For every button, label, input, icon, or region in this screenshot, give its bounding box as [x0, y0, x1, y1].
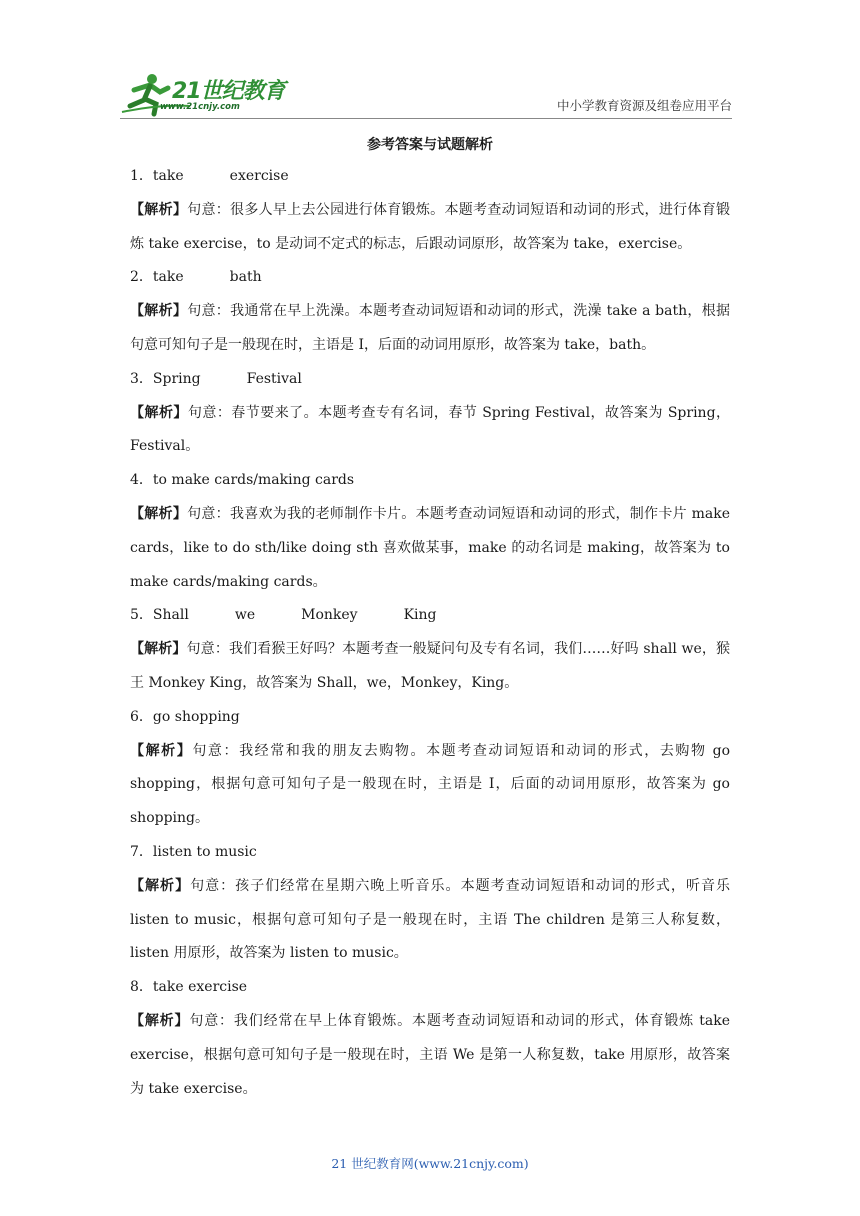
explanation-text: 句意：很多人早上去公园进行体育锻炼。本题考查动词短语和动词的形式，进行体育锻炼 take exercise，to 是动词不定式的标志，后跟动词原形，故答案为 take，exercise。 [130, 201, 730, 252]
answer-line [130, 971, 730, 1005]
answer-word: Spring [152, 370, 201, 387]
explanation [130, 295, 730, 363]
question-number: 2． [130, 269, 153, 286]
question-number: 4． [130, 472, 153, 489]
answer-line [130, 160, 730, 194]
page-header [120, 64, 732, 116]
answer-line [130, 464, 730, 498]
answer-word: we [234, 607, 256, 624]
explanation [130, 870, 730, 971]
answer-word: listen to music [152, 843, 257, 860]
logo-url: www.21cnjy.com [160, 102, 240, 112]
answer-line [130, 836, 730, 870]
platform-name: 中小学教育资源及组卷应用平台 [556, 98, 732, 113]
explanation-text: 句意：孩子们经常在星期六晚上听音乐。本题考查动词短语和动词的形式，听音乐 listen to music，根据句意可知句子是一般现在时，主语 The children 是第三人称复数，listen 用原形，故答案为 listen to music。 [130, 877, 731, 962]
question-number: 8． [130, 979, 153, 996]
explanation-text: 句意：春节要来了。本题考查专有名词，春节 Spring Festival，故答案为 Spring，Festival。 [130, 404, 731, 455]
answer-line [130, 261, 730, 295]
answer-word: King [403, 607, 437, 624]
answer-word: exercise [229, 168, 289, 184]
analysis-tag: 【解析】 [130, 505, 188, 522]
answer-word: take [152, 168, 184, 184]
answer-word: take exercise [152, 979, 248, 996]
answer-word: Shall [152, 607, 189, 624]
answer-word: go shopping [152, 708, 240, 725]
explanation [130, 735, 730, 836]
answer-word: bath [229, 269, 262, 286]
analysis-tag: 【解析】 [130, 641, 187, 658]
answer-line [130, 701, 730, 735]
analysis-tag: 【解析】 [130, 404, 188, 421]
answer-word: to make cards/making cards [152, 472, 355, 489]
explanation [130, 397, 730, 465]
explanation-text: 句意：我经常和我的朋友去购物。本题考查动词短语和动词的形式，去购物 go shopping，根据句意可知句子是一般现在时，主语是 I，后面的动词用原形，故答案为 go shopping。 [130, 742, 731, 827]
analysis-tag: 【解析】 [130, 877, 191, 894]
question-number: 1． [130, 168, 153, 184]
explanation [130, 194, 730, 262]
logo-wordmark: 21世纪教育 [172, 79, 285, 104]
answer-word: Monkey [301, 607, 358, 624]
analysis-tag: 【解析】 [130, 303, 188, 320]
explanation-text: 句意：我通常在早上洗澡。本题考查动词短语和动词的形式，洗澡 take a bath，根据句意可知句子是一般现在时，主语是 I，后面的动词用原形，故答案为 take，bath。 [130, 303, 731, 353]
explanation-text: 句意：我喜欢为我的老师制作卡片。本题考查动词短语和动词的形式，制作卡片 make cards，like to do sth/like doing sth 喜欢做某事，make 的动名词是 making，故答案为 to make cards/making cards。 [130, 505, 731, 590]
answer-line [130, 363, 730, 397]
question-number: 6． [130, 708, 153, 725]
explanation [130, 1005, 730, 1106]
explanation [130, 633, 730, 701]
explanation [130, 498, 730, 599]
analysis-tag: 【解析】 [130, 201, 188, 218]
question-number: 3． [130, 370, 153, 387]
analysis-tag: 【解析】 [130, 1012, 190, 1029]
question-number: 5． [130, 607, 153, 624]
answer-word: take [152, 269, 184, 286]
footer-source[interactable]: 21 世纪教育网(www.21cnjy.com) [331, 1156, 529, 1171]
answer-line [130, 599, 730, 633]
answer-list [130, 160, 730, 1106]
explanation-text: 句意：我们看猴王好吗？本题考查一般疑问句及专有名词，我们……好吗 shall we，猴王 Monkey King，故答案为 Shall，we，Monkey，King。 [130, 641, 730, 691]
question-number: 7． [130, 843, 153, 860]
answer-word: Festival [246, 370, 302, 387]
explanation-text: 句意：我们经常在早上体育锻炼。本题考查动词短语和动词的形式，体育锻炼 take exercise，根据句意可知句子是一般现在时，主语 We 是第一人称复数，take 用原形，故答案为 take exercise。 [130, 1012, 730, 1097]
header-divider [120, 118, 732, 119]
analysis-tag: 【解析】 [130, 742, 193, 759]
page-title: 参考答案与试题解析 [367, 137, 493, 153]
